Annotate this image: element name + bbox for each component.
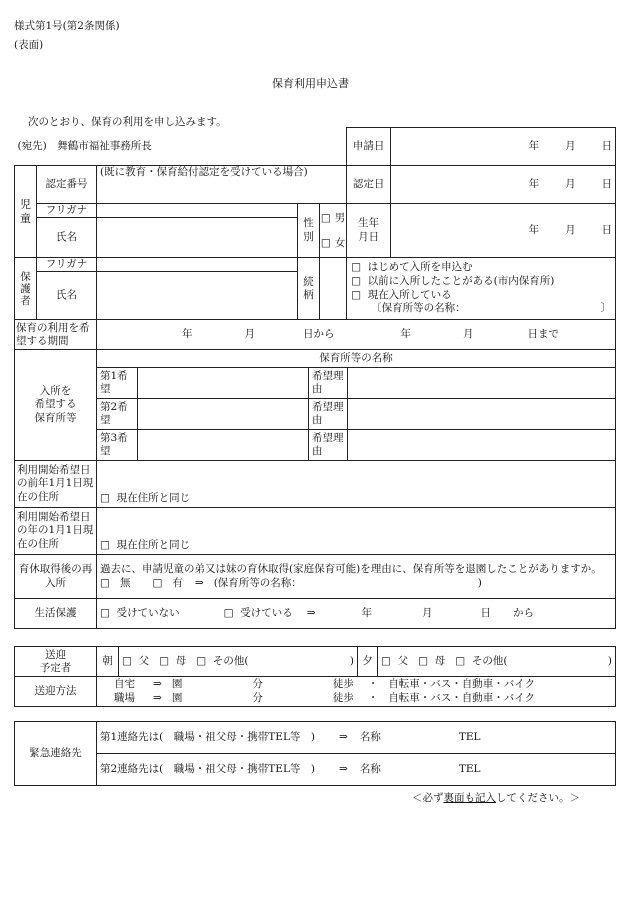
intro-text: 次のとおり、保育の利用を申し込みます。 [28,116,227,128]
reentry-yes-checkbox[interactable]: □ [152,576,163,589]
guardian-enrollment-status: □ はじめて入所を申込む □ 以前に入所したことがある(市内保育所) □ 現在入所している 〔保育所等の名称： 〕 [347,258,616,320]
child-furigana-field[interactable] [97,204,298,218]
emergency-label: 緊急連絡先 [15,722,97,786]
reentry-question: 過去に、申請児童の弟又は妹の育休取得(家庭保育可能)を理由に、保育所等を退園したことがありますか。 [100,563,602,576]
preference-3-reason-field[interactable] [348,430,615,460]
preference-1-reason-field[interactable] [348,368,615,398]
preference-row-3 [97,430,616,461]
page-title: 保育利用申込書 [272,77,349,90]
reentry-no-checkbox[interactable]: □ [100,576,110,589]
address-prev-same-label: 現在住所と同じ [116,492,191,505]
cert-number-label: 認定番号 [37,166,97,204]
status-previous-label: 以前に入所したことがある(市内保育所) [367,275,555,288]
current-facility-name-label: 〔保育所等の名称： [371,302,466,315]
address-this-year-field[interactable] [97,508,616,555]
status-previous-checkbox[interactable]: □ [351,275,361,288]
guardian-name-field[interactable] [97,272,298,320]
cert-note: (既に教育・保育給付認定を受けている場合) [100,166,308,178]
welfare-label: 生活保護 [15,599,97,629]
preference-3-rank: 第3希望 [97,430,138,460]
preference-row-1 [97,368,616,399]
status-current-label: 現在入所している [367,288,452,301]
status-first-checkbox[interactable]: □ [351,261,361,274]
period-label: 保育の利用を希望する期間 [15,320,97,350]
birth-date-label: 生年月日 [347,204,391,258]
form-number: 様式第1号(第2条関係) [14,20,120,32]
evening-other-checkbox[interactable]: □ [455,654,466,667]
application-date-label: 申請日 [347,128,391,166]
welfare-yes-checkbox[interactable]: □ [223,607,234,620]
pickup-morning-label: 朝 [97,647,119,677]
preference-3-facility-field[interactable] [138,430,309,460]
guardian-section-label: 保 護 者 [15,258,37,320]
preference-2-rank: 第2希望 [97,399,138,429]
status-current-checkbox[interactable]: □ [351,288,361,301]
preference-1-reason-label: 希望理由 [309,368,348,398]
sex-label: 性別 [298,204,320,258]
method-home-label: 自宅 [114,678,135,691]
guardian-furigana-field[interactable] [97,258,298,272]
addressee: (宛先) 舞鶴市福祉事務所長 [15,128,347,166]
welfare-not-checkbox[interactable]: □ [100,607,110,620]
preferences-label: 入所を 希望する 保育所等 [15,350,97,461]
morning-other-checkbox[interactable]: □ [196,654,207,667]
reentry-field: 過去に、申請児童の弟又は妹の育休取得(家庭保育可能)を理由に、保育所等を退園したことがありますか。 □ 無 □ 有 ⇒ (保育所等の名称： ) [97,555,616,599]
reentry-facility-label: (保育所等の名称： [213,576,302,589]
address-prev-year-field[interactable] [97,461,616,508]
main-form-table [14,127,616,629]
sex-options [320,204,347,258]
cert-date-label: 認定日 [347,166,391,204]
preference-1-rank: 第1希望 [97,368,138,398]
address-this-same-checkbox[interactable]: □ [100,539,110,552]
reentry-label: 育休取得後の再入所 [15,555,97,599]
female-label: 女 [334,236,346,249]
child-section-label: 児童 [15,166,37,258]
cert-number-field[interactable] [97,166,347,204]
pickup-person-label: 送迎 予定者 [15,647,97,677]
address-prev-year-label: 利用開始希望日の前年1月1日現在の住所 [15,461,97,508]
emergency-contact-2[interactable]: 第2連絡先は( 職場・祖父母・携帯TEL等 ) ⇒ 名称 TEL [97,754,616,786]
pickup-evening-label: 夕 [358,647,378,677]
footer-note: ＜必ず裏面も記入してください。＞ [412,792,580,804]
preference-2-reason-label: 希望理由 [309,399,348,429]
preference-2-reason-field[interactable] [348,399,615,429]
male-label: 男 [334,211,346,224]
pickup-method-label: 送迎方法 [15,677,97,707]
evening-mother-checkbox[interactable]: □ [418,654,429,667]
cert-date-field[interactable]: 年 月 日 [391,166,616,204]
guardian-furigana-label: フリガナ [37,258,97,272]
pickup-evening-options: □ 父 □ 母 □ その他( ) [378,647,616,677]
period-field[interactable]: 年 月 日から 年 月 日まで [97,320,616,350]
pickup-morning-options: □ 父 □ 母 □ その他( ) [119,647,358,677]
relation-field[interactable] [320,258,347,320]
preference-1-facility-field[interactable] [138,368,309,398]
facility-name-header: 保育所等の名称 [97,350,616,368]
emergency-contact-1[interactable]: 第1連絡先は( 職場・祖父母・携帯TEL等 ) ⇒ 名称 TEL [97,722,616,754]
address-this-same-label: 現在住所と同じ [116,539,191,552]
form-side: (表面) [14,39,44,51]
morning-father-checkbox[interactable]: □ [122,654,132,667]
emergency-contact-table [14,721,616,786]
application-date-field[interactable]: 年 月 日 [391,128,616,166]
child-furigana-label: フリガナ [37,204,97,218]
preference-3-reason-label: 希望理由 [309,430,348,460]
female-checkbox[interactable]: □ [320,236,331,249]
preference-2-facility-field[interactable] [138,399,309,429]
address-this-year-label: 利用開始希望日の年の1月1日現在の住所 [15,508,97,555]
method-work-label: 職場 [114,691,135,704]
relation-label: 続柄 [298,258,320,320]
pickup-table [14,646,616,707]
status-first-label: はじめて入所を申込む [367,261,473,274]
welfare-field: □ 受けていない □ 受けている ⇒ 年 月 日 から [97,599,616,629]
child-name-field[interactable] [97,218,298,258]
evening-father-checkbox[interactable]: □ [381,654,391,667]
child-name-label: 氏名 [37,218,97,258]
morning-mother-checkbox[interactable]: □ [159,654,170,667]
footer-emphasis: 裏面も記入 [443,792,496,804]
preference-row-2 [97,399,616,430]
address-prev-same-checkbox[interactable]: □ [100,492,110,505]
pickup-method-field: 自宅 ⇒ 園 分 徒歩 ・ 自転車・バス・自動車・バイク 職場 ⇒ 園 分 徒歩 ・ 自転車・バス・自動車・バイク [97,677,616,707]
birth-date-field[interactable]: 年 月 日 [391,204,616,258]
male-checkbox[interactable]: □ [320,211,331,224]
guardian-name-label: 氏名 [37,272,97,320]
